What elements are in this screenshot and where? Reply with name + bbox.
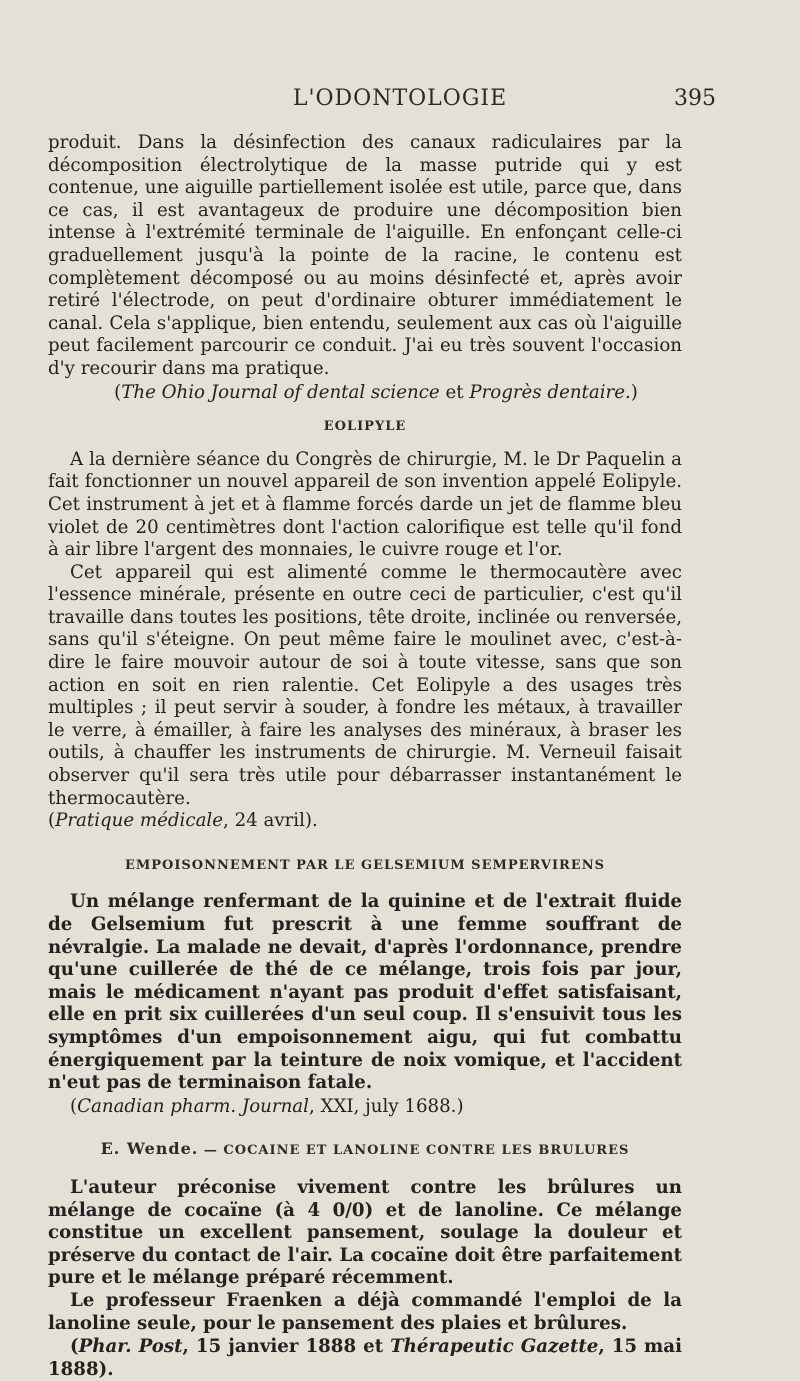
source-journal-title: Canadian pharm. Journal bbox=[77, 1095, 309, 1117]
source-journal-title: The Ohio Journal of dental science bbox=[121, 381, 440, 403]
source-paren-open: ( bbox=[70, 1336, 79, 1358]
paragraph-cocaine-1: L'auteur préconise vivement contre les brûlures un mélange de cocaïne (à 4 0/0) et de lanoline. Ce mélange constitue un excellent pansement, soulage la douleur et préserve du contact de l'air. La cocaïne doit être parfaitement pure et le mélange préparé récemment. bbox=[48, 1176, 682, 1289]
page-header bbox=[48, 86, 752, 122]
source-journal-title: Pratique médicale bbox=[55, 810, 223, 832]
source-citation-phar-post bbox=[48, 1336, 682, 1381]
source-connector: et bbox=[439, 381, 470, 403]
source-journal-title-2: Progrès dentaire. bbox=[469, 381, 631, 403]
page-number: 395 bbox=[674, 86, 716, 111]
source-paren-open: ( bbox=[70, 1095, 78, 1117]
section-heading-eolipyle: EOLIPYLE bbox=[323, 419, 407, 435]
section-title: — COCAINE ET LANOLINE CONTRE LES BRULURES bbox=[198, 1143, 630, 1159]
source-journal-title: Phar. Post bbox=[78, 1336, 183, 1358]
source-date-2: , 15 mai 1888). bbox=[48, 1336, 682, 1380]
running-title: L'ODONTOLOGIE bbox=[292, 86, 508, 111]
source-paren-open: ( bbox=[48, 810, 56, 832]
paragraph-gelsemium: Un mélange renfermant de la quinine et de l'extrait fluide de Gelsemium fut prescrit à une femme souffrant de névralgie. La malade ne devait, d'après l'ordonnance, prendre qu'une cuillerée de thé de ce mélange, trois fois par jour, mais le médicament n'ayant pas produit d'effet satisfaisant, elle en prit six cuillerées d'un seul coup. Il s'ensuivit tous les symptômes d'un empoisonnement aigu, qui fut combattu énergiquement par la teinture de noix vomique, et l'accident n'eut pas de terminaison fatale. bbox=[48, 891, 682, 1094]
paragraph-eolipyle-2: Cet appareil qui est alimenté comme le thermocautère avec l'essence minérale, présente en outre ceci de particulier, c'est qu'il travaille dans toutes les positions, tête droite, inclinée ou renversée, sans qu'il s'éteigne. On peut même faire le moulinet avec, c'est-à-dire le faire mouvoir autour de soi à toute vitesse, sans que son action en soit en rien ralentie. Cet Eolipyle a des usages très multiples ; il peut servir à souder, à fondre les métaux, à travailler le verre, à émailler, à faire les analyses des minéraux, à braser les outils, à chauffer les instruments de chirurgie. M. Verneuil faisait observer qu'il sera très utile pour débarrasser instantanément le thermocautère. bbox=[48, 561, 682, 809]
paragraph-electrolysis: produit. Dans la désinfection des canaux radiculaires par la décomposition électrolytique de la masse putride qui y est contenue, une aiguille partiellement isolée est utile, parce que, dans ce cas, il est avantageux de produire une décomposition bien intense à l'extrémité terminale de l'aiguille. En enfonçant celle-ci graduellement jusqu'à la pointe de la racine, le contenu est complètement décomposé ou au moins désinfecté et, après avoir retiré l'électrode, on peut d'ordinaire obturer immédiatement le canal. Cela s'applique, bien entendu, seulement aux cas où l'aiguille peut facilement parcourir ce conduit. J'ai eu très souvent l'occasion d'y recourir dans ma pratique. bbox=[48, 132, 682, 379]
source-date: , XXI, july 1688.) bbox=[308, 1095, 464, 1117]
source-journal-title-2: Thérapeutic Gazette bbox=[390, 1336, 599, 1358]
page-body bbox=[48, 132, 682, 1381]
source-citation-canadian bbox=[48, 1096, 682, 1119]
paragraph-eolipyle-1: A la dernière séance du Congrès de chirurgie, M. le Dr Paquelin a fait fonctionner un nouvel appareil de son invention appelé Eolipyle. Cet instrument à jet et à flamme forcés darde un jet de flamme bleu violet de 20 centimètres dont l'action calorifique est telle qu'il fond à air libre l'argent des monnaies, le cuivre rouge et l'or. bbox=[48, 448, 682, 561]
source-citation-ohio bbox=[48, 382, 682, 405]
author-name: E. Wende. bbox=[100, 1139, 199, 1159]
source-date: , 15 janvier 1888 et bbox=[182, 1336, 391, 1358]
paragraph-cocaine-2: Le professeur Fraenken a déjà commandé l'emploi de la lanoline seule, pour le pansement des plaies et brûlures. bbox=[48, 1289, 682, 1334]
source-date: , 24 avril). bbox=[223, 810, 318, 832]
section-heading-cocaine bbox=[48, 1138, 682, 1163]
section-heading-gelsemium: EMPOISONNEMENT PAR LE GELSEMIUM SEMPERVIRENS bbox=[124, 857, 606, 873]
source-paren-open: ( bbox=[114, 381, 122, 403]
source-citation-pratique bbox=[48, 810, 682, 833]
source-paren-close: ) bbox=[630, 381, 638, 403]
